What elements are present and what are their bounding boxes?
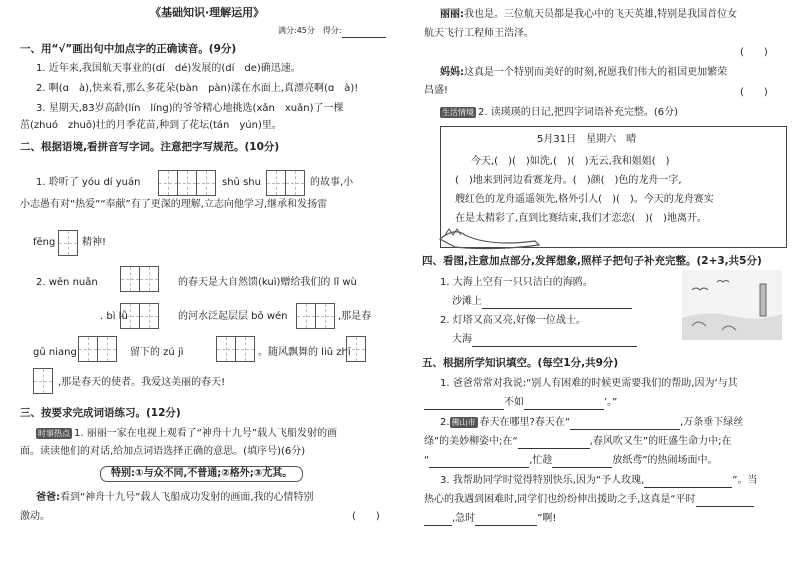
writing-grid[interactable] xyxy=(58,230,78,256)
meaning-box: 特别:①与众不同,不普通;②格外;③尤其。 xyxy=(100,466,303,482)
hot-topic-tag: 时事热点 xyxy=(38,429,70,438)
answer-paren: ( ) xyxy=(740,47,768,58)
writing-grid[interactable] xyxy=(216,336,255,362)
section-2-heading: 二、根据语境,看拼音写字词。注意把字写规范。(10分) xyxy=(20,141,280,153)
s2-q1e: fēng xyxy=(33,237,56,248)
s2-q2c: . bì lǜ xyxy=(100,311,128,322)
s5-q2a: 2. 佛山市 春天在哪里?春天在“ ,万条垂下绿丝 xyxy=(440,417,744,428)
s4-q1b: 沙滩上 xyxy=(452,295,632,309)
diary-box xyxy=(440,126,787,248)
score-line: 满分:45分 得分: xyxy=(278,24,386,38)
writing-grid[interactable] xyxy=(266,170,305,196)
s5-q2b: 绦”的美妙柳姿中;在“ ,春风吹又生”的旺盛生命力中;在 xyxy=(424,436,732,447)
s4-q2: 2. 灯塔又高又亮,好像一位战士。 xyxy=(440,315,586,326)
writing-grid[interactable] xyxy=(78,336,117,362)
r-q2: 生活情境 2. 读瑛瑛的日记,把四字词语补充完整。(6分) xyxy=(442,107,679,118)
answer-paren: ( ) xyxy=(740,87,768,98)
s2-q2b: 的春天是大自然馈(kuì)赠给我们的 lǐ wù xyxy=(178,277,357,288)
diary-date: 5月31日 星期六 晴 xyxy=(537,134,637,145)
s3-q1a: 时事热点 1. 丽丽一家在电视上观看了“神舟十九号”载人飞船发射的画 xyxy=(38,428,338,439)
s5-q3c: ,急时 ”啊! xyxy=(424,512,556,526)
seaside-picture xyxy=(682,270,782,340)
s3-q1b: 面。读读他们的对话,给加点词语选择正确的意思。(填序号)(6分) xyxy=(20,446,306,457)
diary-line1: 今天,( )( )如洗,( )( )无云,我和姐姐( ) xyxy=(471,156,670,167)
s1-q3b: 茁(zhuó zhuō)壮的月季花苗,种到了花坛(tán yún)里。 xyxy=(20,120,282,131)
s5-q3a: 3. 我帮助同学时觉得特别快乐,因为“予人玫瑰, ”。当 xyxy=(440,475,758,486)
section-5-heading: 五、根据所学知识填空。(每空1分,共9分) xyxy=(422,357,619,369)
writing-grid[interactable] xyxy=(296,303,335,329)
s2-q2i: ,那是春天的使者。我爱这美丽的春天! xyxy=(58,377,226,388)
writing-grid[interactable] xyxy=(120,266,159,292)
s5-q2c: “ ,忙趁 放纸鸢”的热闹场面中。 xyxy=(424,455,718,466)
life-scene-tag: 生活情境 xyxy=(442,108,474,117)
s2-q2a: 2. wēn nuǎn xyxy=(36,277,98,288)
s1-q3a: 3. 星期天,83岁高龄(lín líng)的爷爷精心地挑选(xǎn xuǎn)了一棵 xyxy=(36,103,344,114)
s3-dad2: 激动。 xyxy=(20,511,50,522)
lili-line2: 航天飞行工程师王浩泽。 xyxy=(424,28,534,39)
section-4-heading: 四、看图,注意加点部分,发挥想象,照样子把句子补充完整。(2+3,共5分) xyxy=(422,255,762,267)
s1-q1: 1. 近年来,我国航天事业的(dí dé)发展的(dí de)确迅速。 xyxy=(36,63,301,74)
s5-q1b: 不如 ’。” xyxy=(424,396,617,410)
lili-line1: 丽丽:我也是。三位航天员都是我心中的飞天英雄,特别是我国首位女 xyxy=(440,9,738,20)
s2-q1d: 小志愚有对“热爱”“奉献”有了更深的理解,立志向他学习,继承和发扬雷 xyxy=(20,199,328,210)
answer-paren: ( ) xyxy=(352,511,380,522)
s2-q2f: gū niang xyxy=(33,347,77,358)
s4-q2b: 大海 xyxy=(452,333,637,347)
s5-q1a: 1. 爸爸常常对我说:“别人有困难的时候更需要我们的帮助,因为‘与其 xyxy=(440,378,738,389)
s2-q2g: 留下的 zú jì xyxy=(130,347,184,358)
s2-q1f: 精神! xyxy=(82,237,107,248)
mama-line1: 妈妈:这真是一个特别而美好的时刻,祝愿我们伟大的祖国更加繁荣 xyxy=(440,67,728,78)
page-title: 《基础知识·理解运用》 xyxy=(150,6,265,19)
s4-q1: 1. 大海上空有一只只洁白的海鸥。 xyxy=(440,277,593,288)
s2-q2e: ,那是春 xyxy=(338,311,372,322)
writing-grid[interactable] xyxy=(33,368,53,394)
s2-q2d: 的河水泛起层层 bō wén xyxy=(178,311,288,322)
section-1-heading: 一、用“√”画出句中加点字的正确读音。(9分) xyxy=(20,43,237,55)
writing-grid[interactable] xyxy=(346,336,366,362)
section-3-heading: 三、按要求完成词语练习。(12分) xyxy=(20,407,181,419)
s1-q2: 2. 啊(ɑ à),快来看,那么多花朵(bàn pàn)漾在水面上,真漂亮啊(ɑ à)! xyxy=(36,83,359,94)
diary-line2: ( )地来到河边看赛龙舟。( )颜( )色的龙舟一字, xyxy=(455,175,682,186)
diary-line4: 在是太精彩了,直到比赛结束,我们才恋恋( )( )地离开。 xyxy=(455,213,707,224)
diary-line3: 艘红色的龙舟遥遥领先,格外引人( )( )。今天的龙舟赛实 xyxy=(455,194,714,205)
s2-q1b: shū shu xyxy=(222,177,261,188)
region-tag: 佛山市 xyxy=(451,418,476,427)
s2-q2h: 。随风飘舞的 liǔ zhī xyxy=(258,347,351,358)
s2-q1c: 的故事,小 xyxy=(310,177,354,188)
s3-dad1: 爸爸:看到“神舟十九号”载人飞船成功发射的画面,我的心情特别 xyxy=(36,492,314,503)
s2-q1a: 1. 聆听了 yóu dí yuán xyxy=(36,177,141,188)
mama-line2: 昌盛! xyxy=(424,85,449,96)
s5-q3b: 热心的我遇到困难时,同学们也纷纷伸出援助之手,这真是“平时 xyxy=(424,493,754,507)
writing-grid[interactable] xyxy=(158,170,216,196)
dragon-boat-icon xyxy=(435,221,545,251)
